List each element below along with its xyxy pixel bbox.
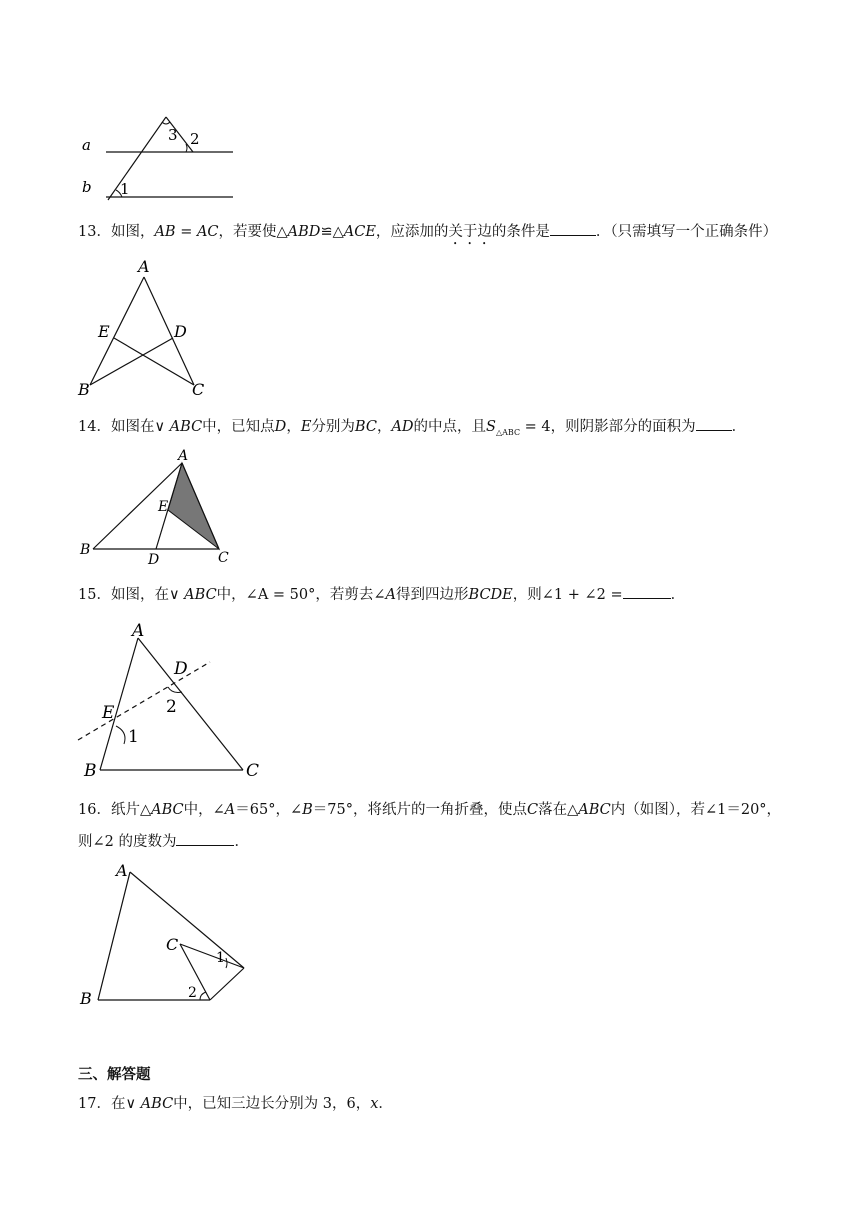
q16-text: ．	[234, 834, 249, 850]
angle1-arc	[116, 726, 125, 744]
q16-text: 16．纸片△	[78, 802, 152, 818]
cut-line	[78, 662, 210, 740]
question-17	[78, 1092, 393, 1116]
label-B: B	[80, 542, 91, 558]
transversal-1	[108, 117, 166, 200]
q13-text: ，应添加的	[375, 224, 449, 240]
q13-text: 的条件是	[491, 224, 550, 240]
q13-text: ，若要使△	[218, 224, 288, 240]
label-C: C	[166, 935, 179, 954]
label-B: B	[84, 761, 97, 780]
segment-bd	[90, 338, 173, 385]
q15-quadrilateral: BCDE	[468, 587, 513, 603]
q15-vertex-a: A	[385, 587, 397, 603]
label-D: D	[174, 659, 188, 679]
label-2: 2	[188, 985, 197, 1001]
q14-text: ，	[286, 419, 301, 435]
question-16-line1	[78, 798, 781, 822]
label-E: E	[98, 322, 110, 341]
label-E: E	[158, 499, 169, 515]
label-1: 1	[216, 950, 225, 966]
q13-figure	[76, 255, 216, 400]
q16-text: ＝65°，∠	[235, 802, 303, 818]
side-a-fold	[130, 872, 244, 968]
label-A: A	[132, 621, 145, 641]
q16-answer-blank[interactable]	[176, 831, 234, 846]
label-3: 3	[168, 126, 178, 144]
q14-area-value: = 4	[520, 419, 551, 435]
q17-variable-x: x	[370, 1096, 379, 1112]
q14-point-e: E	[300, 419, 312, 435]
q15-text: 中，	[216, 587, 246, 603]
q14-point-d: D	[274, 419, 287, 435]
q16-text: ＝75°，将纸片的一角折叠，使点	[312, 802, 527, 818]
q16-angle-b: B	[302, 802, 313, 818]
q12-parallel-lines-figure	[78, 112, 248, 204]
q16-figure	[76, 860, 276, 1010]
q13-emphasis: 关于边	[448, 224, 492, 240]
angle2-arc	[200, 992, 206, 1000]
q14-triangle: ∨ ABC	[154, 419, 203, 435]
label-A: A	[178, 448, 189, 464]
q13-text: ．（只需填写一个正确条件）	[595, 224, 778, 240]
label-C: C	[218, 550, 229, 566]
q14-answer-blank[interactable]	[696, 416, 732, 431]
q16-triangle: ABC	[578, 802, 611, 818]
q17-triangle: ∨ ABC	[125, 1096, 174, 1112]
q15-number: 15．如图，在	[78, 587, 169, 603]
question-14	[78, 415, 746, 445]
label-2: 2	[190, 130, 200, 148]
q13-text: ≌△	[320, 224, 344, 240]
q15-text: ，若剪去∠	[315, 587, 386, 603]
label-D: D	[174, 322, 187, 341]
q15-text: ．	[670, 587, 686, 603]
folded-side-1	[180, 944, 244, 968]
label-C: C	[246, 761, 260, 780]
side-ac	[138, 638, 243, 770]
q13-tri2: ACE	[343, 224, 376, 240]
q16-text: 内（如图），若∠1＝20°，	[610, 802, 782, 818]
label-a: a	[82, 136, 91, 154]
question-16-line2	[78, 830, 249, 854]
q16-triangle: ABC	[151, 802, 184, 818]
q14-text: ．	[731, 419, 747, 435]
q16-text: 落在△	[538, 802, 579, 818]
label-E: E	[102, 703, 115, 723]
q14-text: 分别为	[311, 419, 355, 435]
question-13	[78, 220, 777, 248]
label-C: C	[192, 380, 205, 399]
q14-text: ，则阴影部分的面积为	[550, 419, 696, 435]
q14-number: 14．如图在	[78, 419, 155, 435]
q14-segment-bc: BC	[354, 419, 377, 435]
q13-answer-blank[interactable]	[550, 221, 596, 236]
label-A: A	[116, 861, 128, 880]
angle3-arc	[162, 122, 170, 124]
label-A: A	[138, 257, 150, 276]
label-B: B	[80, 989, 92, 1008]
q16-text: 中，∠	[183, 802, 225, 818]
q15-answer-blank[interactable]	[623, 584, 671, 599]
q14-area-symbol: S	[486, 419, 496, 435]
q13-tri1: ABD	[287, 224, 321, 240]
q17-number: 17．在	[78, 1096, 126, 1112]
q14-figure	[76, 448, 236, 568]
q15-figure	[76, 620, 276, 780]
q14-segment-ad: AD	[391, 419, 414, 435]
question-15	[78, 583, 685, 607]
shaded-triangle	[168, 463, 219, 549]
q15-text: 得到四边形	[396, 587, 469, 603]
q13-given: AB = AC	[154, 224, 219, 240]
q16-text: 则∠2 的度数为	[78, 834, 177, 850]
label-1: 1	[128, 727, 139, 747]
q16-angle-a: A	[224, 802, 236, 818]
q14-text: 的中点，且	[413, 419, 487, 435]
angle1-arc	[226, 958, 227, 968]
angle2-arc	[186, 144, 187, 152]
label-2: 2	[166, 697, 177, 717]
side-ab	[98, 872, 130, 1000]
q16-point-c: C	[526, 802, 539, 818]
q15-text: ，则∠1 + ∠2 =	[512, 587, 623, 603]
section-title: 三、解答题	[78, 1066, 151, 1083]
fold-line	[210, 968, 244, 1000]
q17-text: 中，已知三边长分别为 3，6，	[173, 1096, 371, 1112]
q15-triangle: ∨ ABC	[168, 587, 217, 603]
segment-ce	[114, 338, 194, 385]
q15-angle: ∠A = 50°	[245, 587, 316, 603]
q14-text: 中，已知点	[202, 419, 275, 435]
label-b: b	[82, 178, 92, 196]
label-D: D	[148, 552, 160, 568]
label-1: 1	[120, 180, 130, 198]
label-B: B	[78, 380, 90, 399]
q13-number: 13．如图，	[78, 224, 155, 240]
q14-text: ，	[376, 419, 392, 435]
q14-area-sub: △ABC	[495, 427, 521, 437]
q17-text: ．	[378, 1096, 393, 1112]
